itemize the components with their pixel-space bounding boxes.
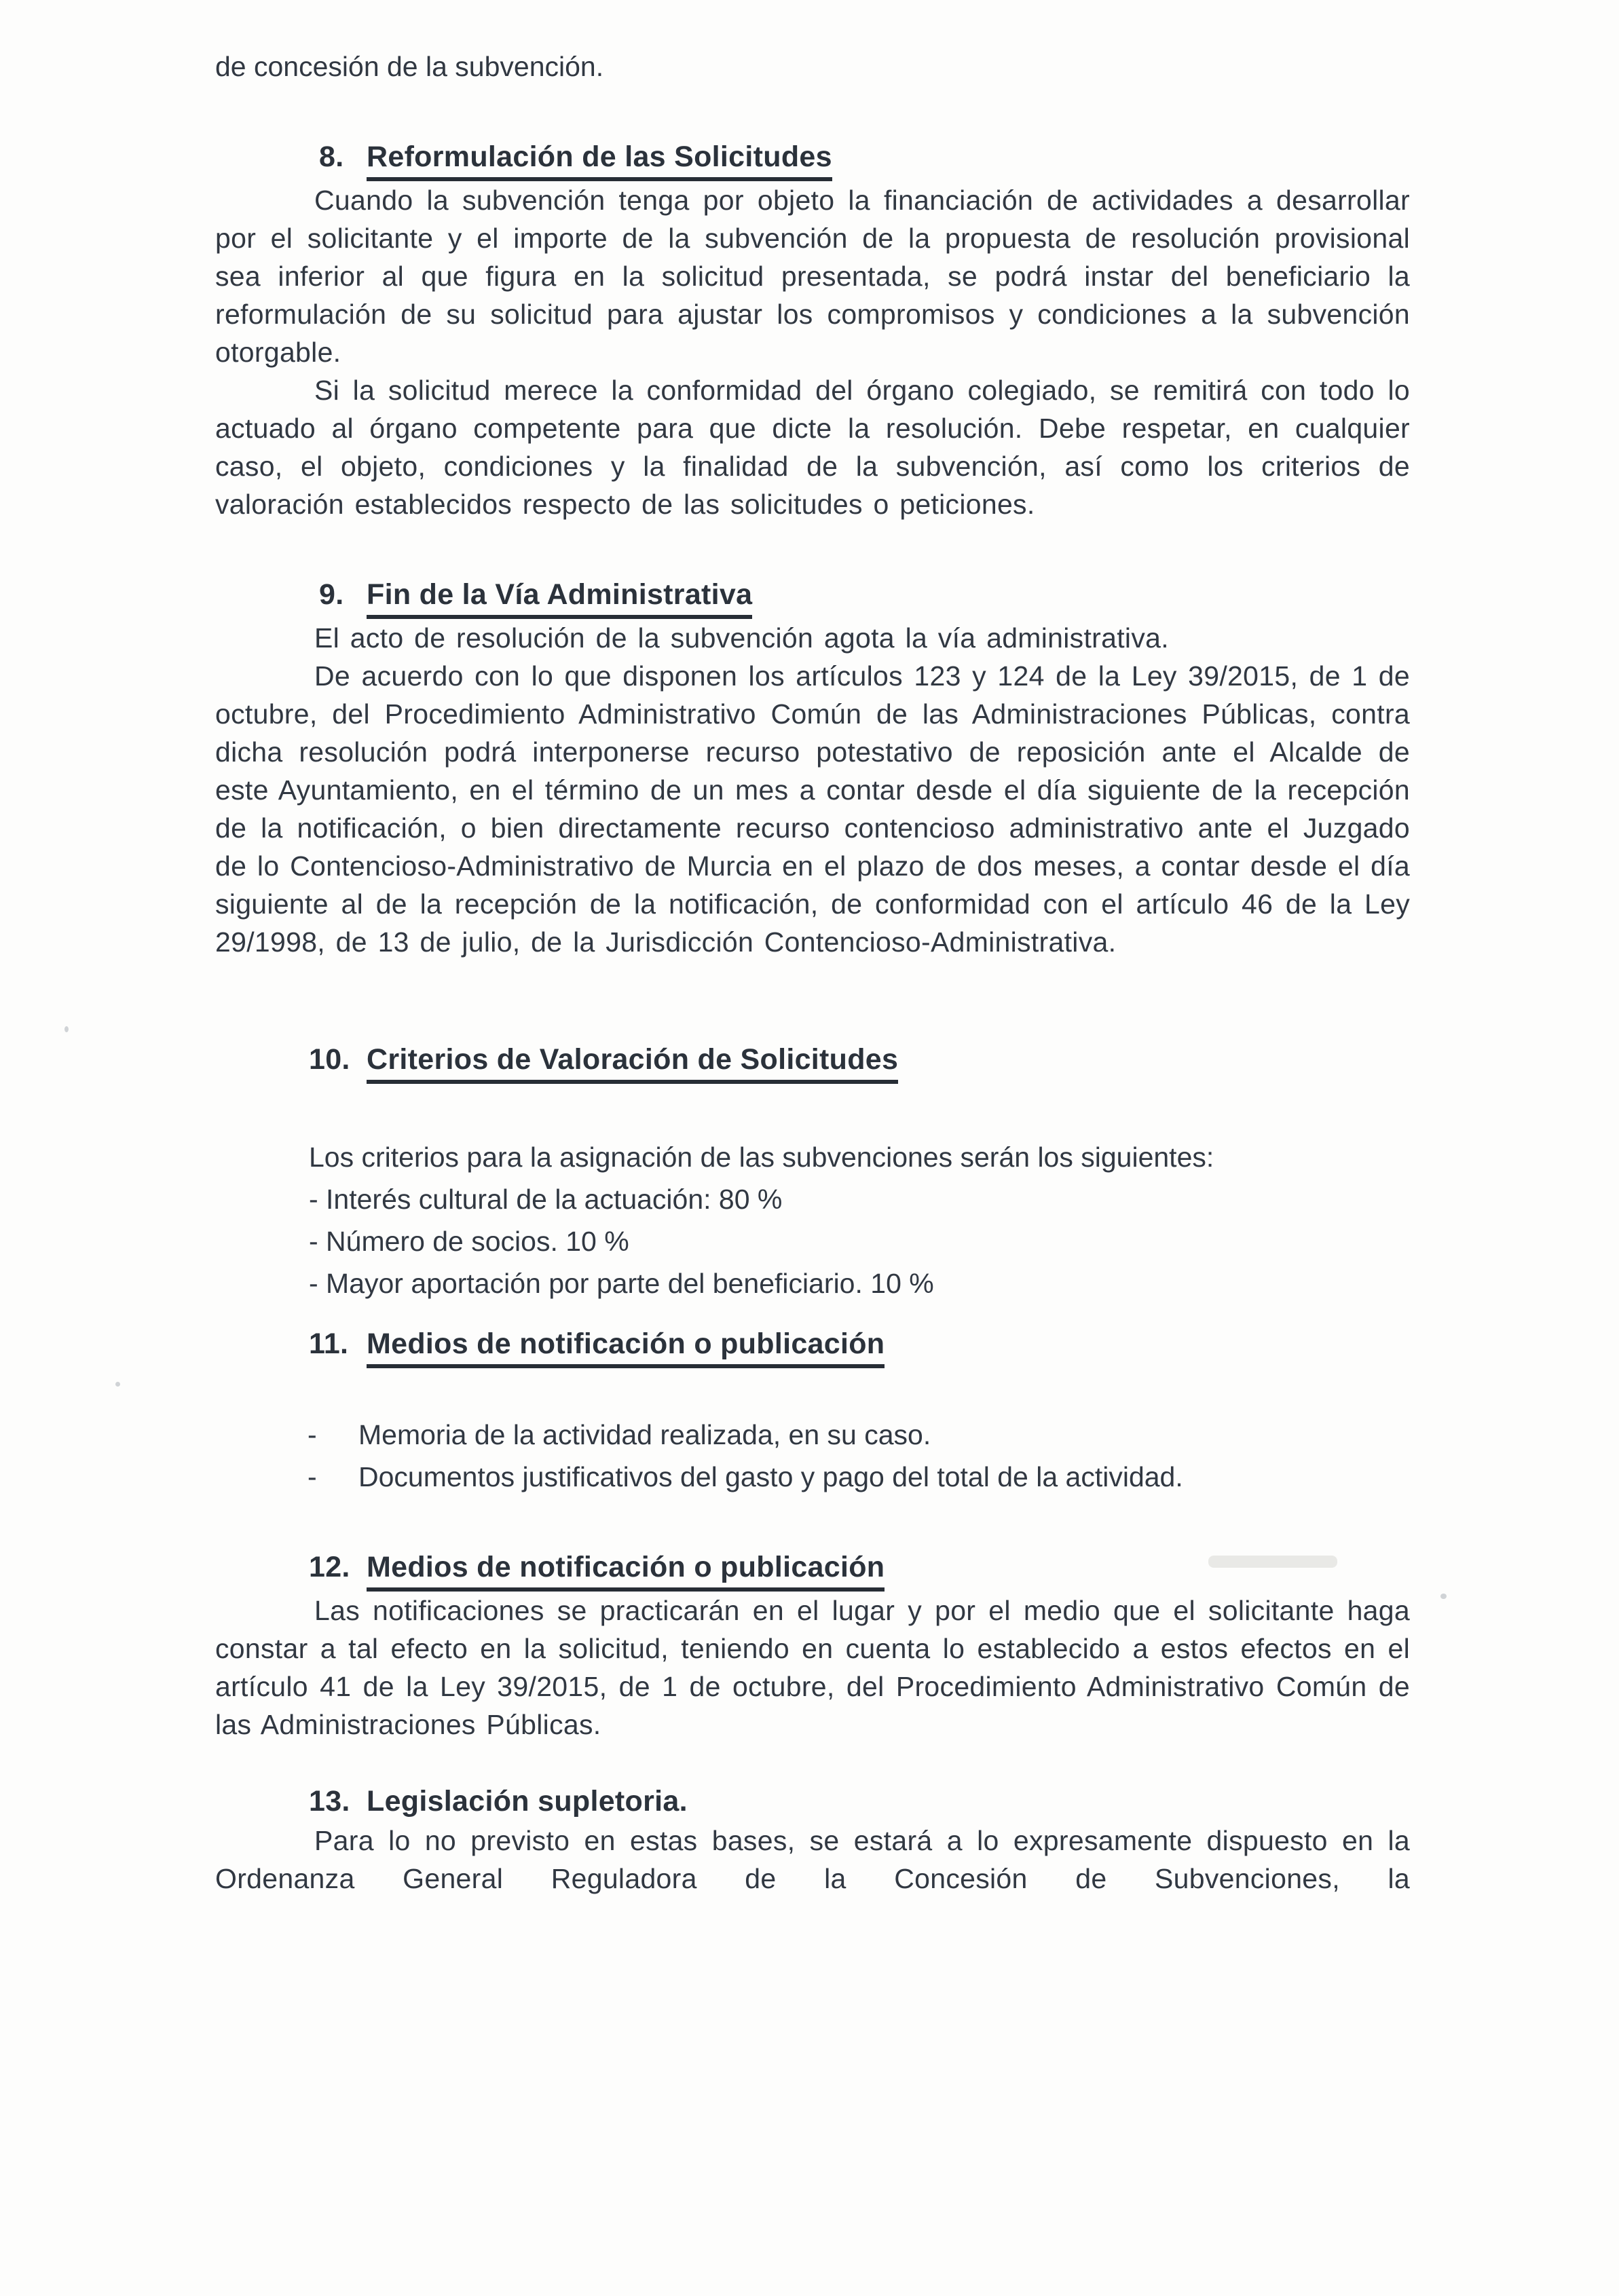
section-9-paragraph-1: El acto de resolución de la subvención agota la vía administrativa. bbox=[314, 622, 1169, 654]
criteria-item-1: - Interés cultural de la actuación: 80 % bbox=[309, 1184, 783, 1215]
section-9-title: Fin de la Vía Administrativa bbox=[367, 578, 752, 619]
scan-speck bbox=[1440, 1594, 1447, 1599]
section-13-heading bbox=[309, 1784, 1410, 1822]
section-13-number: 13. bbox=[309, 1785, 350, 1818]
criteria-intro: Los criterios para la asignación de las subvenciones serán los siguientes: bbox=[309, 1142, 1214, 1173]
notification-docs-list bbox=[308, 1416, 1410, 1496]
section-13-title: Legislación supletoria. bbox=[367, 1785, 688, 1818]
section-12-paragraph-1: Las notificaciones se practicarán en el lugar y por el medio que el solicitante haga constar a tal efecto en la solicitud, teniendo en cuenta lo establecido a estos efectos en el artículo 41 de la Ley 39/2015, de 1 de octubre, del Procedimiento Administrativo Común de las Administraciones Públicas. bbox=[215, 1595, 1410, 1740]
section-8-heading bbox=[319, 140, 1410, 181]
section-8-title: Reformulación de las Solicitudes bbox=[367, 140, 832, 181]
list-dash: - bbox=[308, 1419, 317, 1450]
section-12-title: Medios de notificación o publicación bbox=[367, 1550, 885, 1592]
scan-speck bbox=[115, 1382, 120, 1387]
scan-smudge bbox=[1208, 1556, 1337, 1568]
list-item-text: Memoria de la actividad realizada, en su caso. bbox=[358, 1419, 931, 1450]
section-10-title: Criterios de Valoración de Solicitudes bbox=[367, 1042, 898, 1084]
criteria-item-3: - Mayor aportación por parte del beneficiario. 10 % bbox=[309, 1268, 934, 1299]
list-item-documentos bbox=[308, 1458, 1410, 1496]
criteria-item-2: - Número de socios. 10 % bbox=[309, 1226, 629, 1257]
section-9-heading bbox=[319, 578, 1410, 619]
section-8-paragraph-1: Cuando la subvención tenga por objeto la financiación de actividades a desarrollar por el solicitante y el importe de la subvención de la propuesta de resolución provisional sea inferior al que figura en la solicitud presentada, se podrá instar del beneficiario la reformulación de su solicitud para ajustar los compromisos y condiciones a la subvención otorgable. bbox=[215, 185, 1410, 368]
continuation-line: de concesión de la subvención. bbox=[215, 51, 604, 82]
section-10-heading bbox=[309, 1042, 1410, 1084]
section-13-paragraph-1: Para lo no previsto en estas bases, se estará a lo expresamente dispuesto en la Ordenanza General Reguladora de la Concesión de Subvenciones, la bbox=[215, 1825, 1410, 1894]
section-11-title: Medios de notificación o publicación bbox=[367, 1327, 885, 1368]
list-item-text: Documentos justificativos del gasto y pago del total de la actividad. bbox=[358, 1461, 1183, 1492]
section-11-heading bbox=[309, 1327, 1410, 1368]
section-12-number: 12. bbox=[309, 1551, 350, 1583]
section-9-paragraph-2: De acuerdo con lo que disponen los artículos 123 y 124 de la Ley 39/2015, de 1 de octubre, del Procedimiento Administrativo Común de las Administraciones Públicas, contra dicha resolución podrá interponerse recurso potestativo de reposición ante el Alcalde de este Ayuntamiento, en el término de un mes a contar desde el día siguiente de la recepción de la notificación, o bien directamente recurso contencioso administrativo ante el Juzgado de lo Contencioso-Administrativo de Murcia en el plazo de dos meses, a contar desde el día siguiente al de la recepción de la notificación, de conformidad con el artículo 46 de la Ley 29/1998, de 13 de julio, de la Jurisdicción Contencioso-Administrativa. bbox=[215, 660, 1410, 958]
section-9-number: 9. bbox=[319, 578, 344, 611]
section-8-paragraph-2: Si la solicitud merece la conformidad del órgano colegiado, se remitirá con todo lo actuado al órgano competente para que dicte la resolución. Debe respetar, en cualquier caso, el objeto, condiciones y la finalidad de la subvención, así como los criterios de valoración establecidos respecto de las solicitudes o peticiones. bbox=[215, 375, 1410, 520]
list-dash: - bbox=[308, 1461, 317, 1492]
section-11-number: 11. bbox=[309, 1328, 349, 1360]
section-8-number: 8. bbox=[319, 140, 344, 173]
list-item-memoria bbox=[308, 1416, 1410, 1454]
criteria-list bbox=[309, 1180, 1410, 1302]
scan-speck bbox=[64, 1026, 69, 1032]
section-10-number: 10. bbox=[309, 1043, 350, 1076]
